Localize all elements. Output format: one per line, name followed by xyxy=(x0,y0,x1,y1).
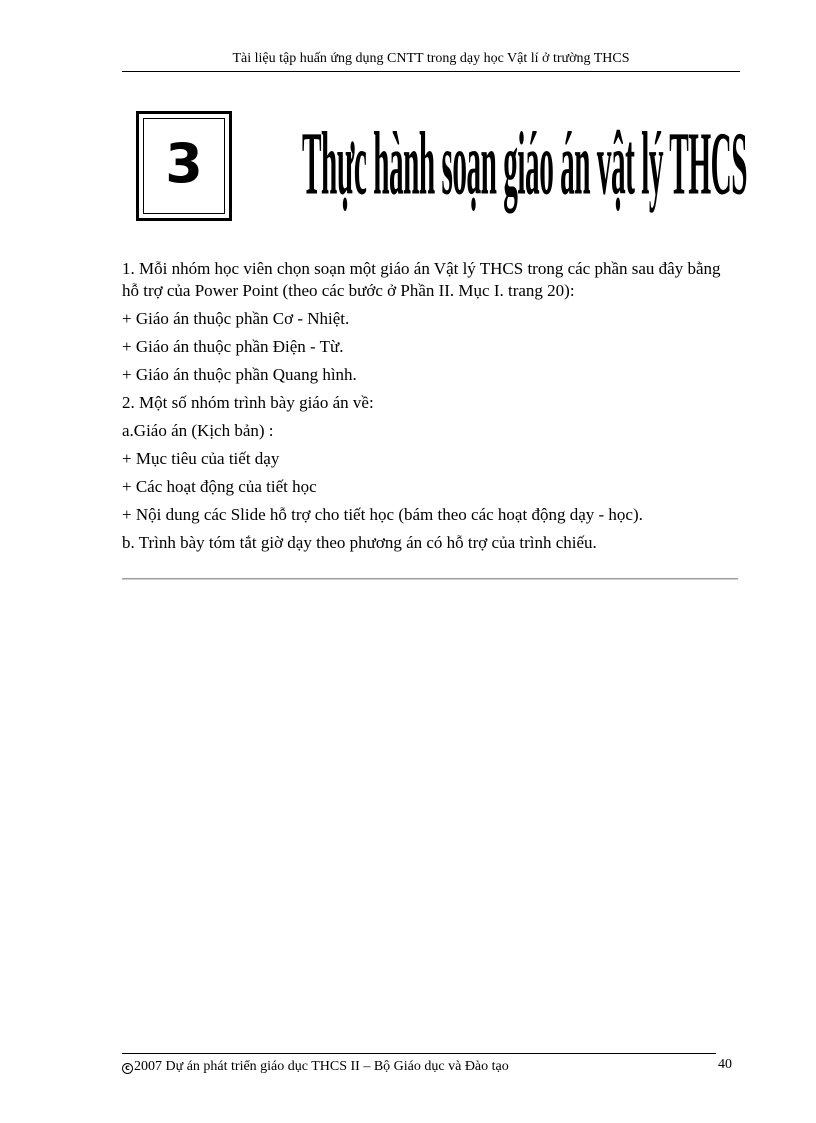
header-divider xyxy=(122,71,740,72)
copyright-icon: c xyxy=(122,1063,133,1074)
list-item-co-nhiet: + Giáo án thuộc phần Cơ - Nhiệt. xyxy=(122,309,350,328)
content-divider xyxy=(122,578,738,580)
footer-divider xyxy=(122,1053,716,1054)
footer-copyright-text: 2007 Dự án phát triển giáo dục THCS II – Bộ Giáo dục và Đào tạo xyxy=(134,1059,509,1074)
paragraph-task-2: 2. Một số nhóm trình bày giáo án về: xyxy=(122,393,374,412)
running-header: Tài liệu tập huấn ứng dụng CNTT trong dạy học Vật lí ở trường THCS xyxy=(232,51,630,66)
list-item-objectives: + Mục tiêu của tiết dạy xyxy=(122,449,280,468)
footer-copyright xyxy=(122,1058,509,1076)
paragraph-lesson-plan: a.Giáo án (Kịch bản) : xyxy=(122,421,274,440)
chapter-number-box xyxy=(136,111,232,221)
paragraph-presentation: b. Trình bày tóm tắt giờ dạy theo phương án có hỗ trợ của trình chiếu. xyxy=(122,533,597,552)
page-number: 40 xyxy=(718,1057,732,1072)
chapter-title-text: Thực hành soạn giáo án vật lý THCS xyxy=(302,112,748,214)
list-item-dien-tu: + Giáo án thuộc phần Điện - Từ. xyxy=(122,337,344,356)
chapter-title xyxy=(302,112,748,215)
list-item-quang-hinh: + Giáo án thuộc phần Quang hình. xyxy=(122,365,357,384)
chapter-number-box-inner xyxy=(143,118,225,214)
paragraph-task-1: 1. Mỗi nhóm học viên chọn soạn một giáo án Vật lý THCS trong các phần sau đây bằng hỗ trợ của Power Point (theo các bước ở Phần II. Mục I. trang 20): xyxy=(122,259,721,300)
exercise-content xyxy=(122,258,740,560)
chapter-number: 3 xyxy=(165,132,203,195)
list-item-slides: + Nội dung các Slide hỗ trợ cho tiết học (bám theo các hoạt động dạy - học). xyxy=(122,505,643,524)
list-item-activities: + Các hoạt động của tiết học xyxy=(122,477,317,496)
